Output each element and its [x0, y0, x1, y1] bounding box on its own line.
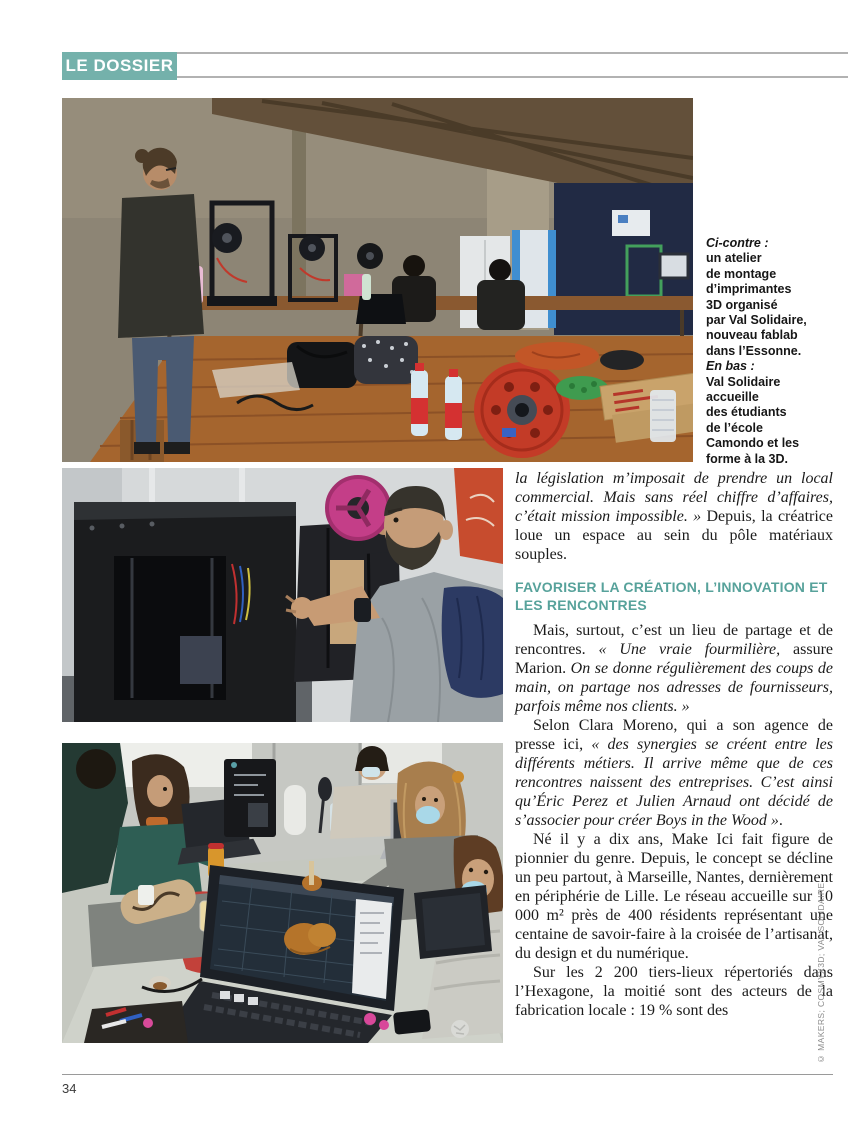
body-text: Mais, surtout, c’est un lieu de partage et de rencontres.	[515, 622, 833, 658]
body-paragraph	[515, 716, 833, 830]
quote-text: « Une vraie fourmilière,	[598, 641, 794, 658]
section-label	[62, 52, 177, 80]
caption-line: nouveau fablab	[706, 328, 798, 343]
caption-line: dans l’Essonne.	[706, 343, 802, 358]
section-heading: FAVORISER LA CRÉATION, L’INNOVATION ET LES RENCONTRES	[515, 579, 828, 613]
quote-text: « des synergies se créent entre les différents métiers. Il arrive même que de ces rencontres naissent des entreprises. C’est ainsi qu’Éric Perez et Julien Arnaud ont décidé de s’associer pour créer Boys in the Wood »	[515, 736, 833, 829]
footer-rule	[62, 1074, 833, 1075]
body-text: .	[778, 812, 783, 829]
body-paragraph	[515, 830, 833, 963]
body-text: Né il y a dix ans, Make Ici fait figure de pionnier du genre. Depuis, le concept se décline un peu partout, à Marseille, Nantes, dernièrement en périphérie de Lille. Le réseau accueille sur 10 000 m² près de 400 résidents représentant une centaine de savoir-faire à la croisée de l’artisanat, du design et du numérique.	[515, 831, 833, 962]
caption-line: par Val Solidaire,	[706, 313, 807, 328]
workshop-illustration	[62, 98, 693, 462]
students-illustration	[62, 743, 503, 1043]
caption-line: de montage	[706, 266, 777, 281]
photo-caption	[706, 236, 848, 467]
caption-line: Val Solidaire	[706, 374, 781, 389]
photo-credit: © MAKERS; COSMYX3D; VAL SOLIDAIRE	[816, 882, 826, 1064]
quote-text: la législation m’imposait de prendre un local commercial. Mais sans réel chiffre d’affaires, c’était mission impossible. »	[515, 470, 833, 525]
body-paragraph	[515, 963, 833, 1020]
body-text: assure Marion.	[515, 641, 833, 677]
body-text: Depuis, la créatrice loue un espace au sein du pôle matériaux souples.	[515, 508, 833, 563]
photo-students	[62, 743, 503, 1043]
caption-line: accueille	[706, 390, 759, 405]
caption-line: forme à la 3D.	[706, 451, 788, 466]
caption-line: un atelier	[706, 251, 762, 266]
photo-printer-assembly	[62, 468, 503, 722]
caption-line: d’imprimantes	[706, 282, 792, 297]
quote-text: On se donne régulièrement des coups de main, on partage nos adresses de fournisseurs, parfois même nos clients. »	[515, 660, 833, 715]
page-number: 34	[62, 1081, 77, 1096]
body-text: Selon Clara Moreno, qui a son agence de presse ici,	[515, 717, 833, 753]
body-paragraph	[515, 469, 833, 564]
body-paragraph	[515, 621, 833, 716]
caption-line: En bas :	[706, 359, 755, 374]
caption-line: des étudiants	[706, 405, 787, 420]
assembly-illustration	[62, 468, 503, 722]
caption-line: Ci-contre :	[706, 236, 769, 250]
caption-line: 3D organisé	[706, 297, 778, 312]
section-label-text: LE DOSSIER	[65, 56, 174, 75]
caption-line: de l’école	[706, 420, 763, 435]
article-column	[515, 469, 833, 1020]
photo-workshop	[62, 98, 693, 462]
caption-line: Camondo et les	[706, 436, 800, 451]
body-text: Sur les 2 200 tiers-lieux répertoriés dans l’Hexagone, la moitié sont des acteurs de la fabrication locale : 19 % sont des	[515, 964, 833, 1019]
header-rule	[62, 52, 848, 78]
